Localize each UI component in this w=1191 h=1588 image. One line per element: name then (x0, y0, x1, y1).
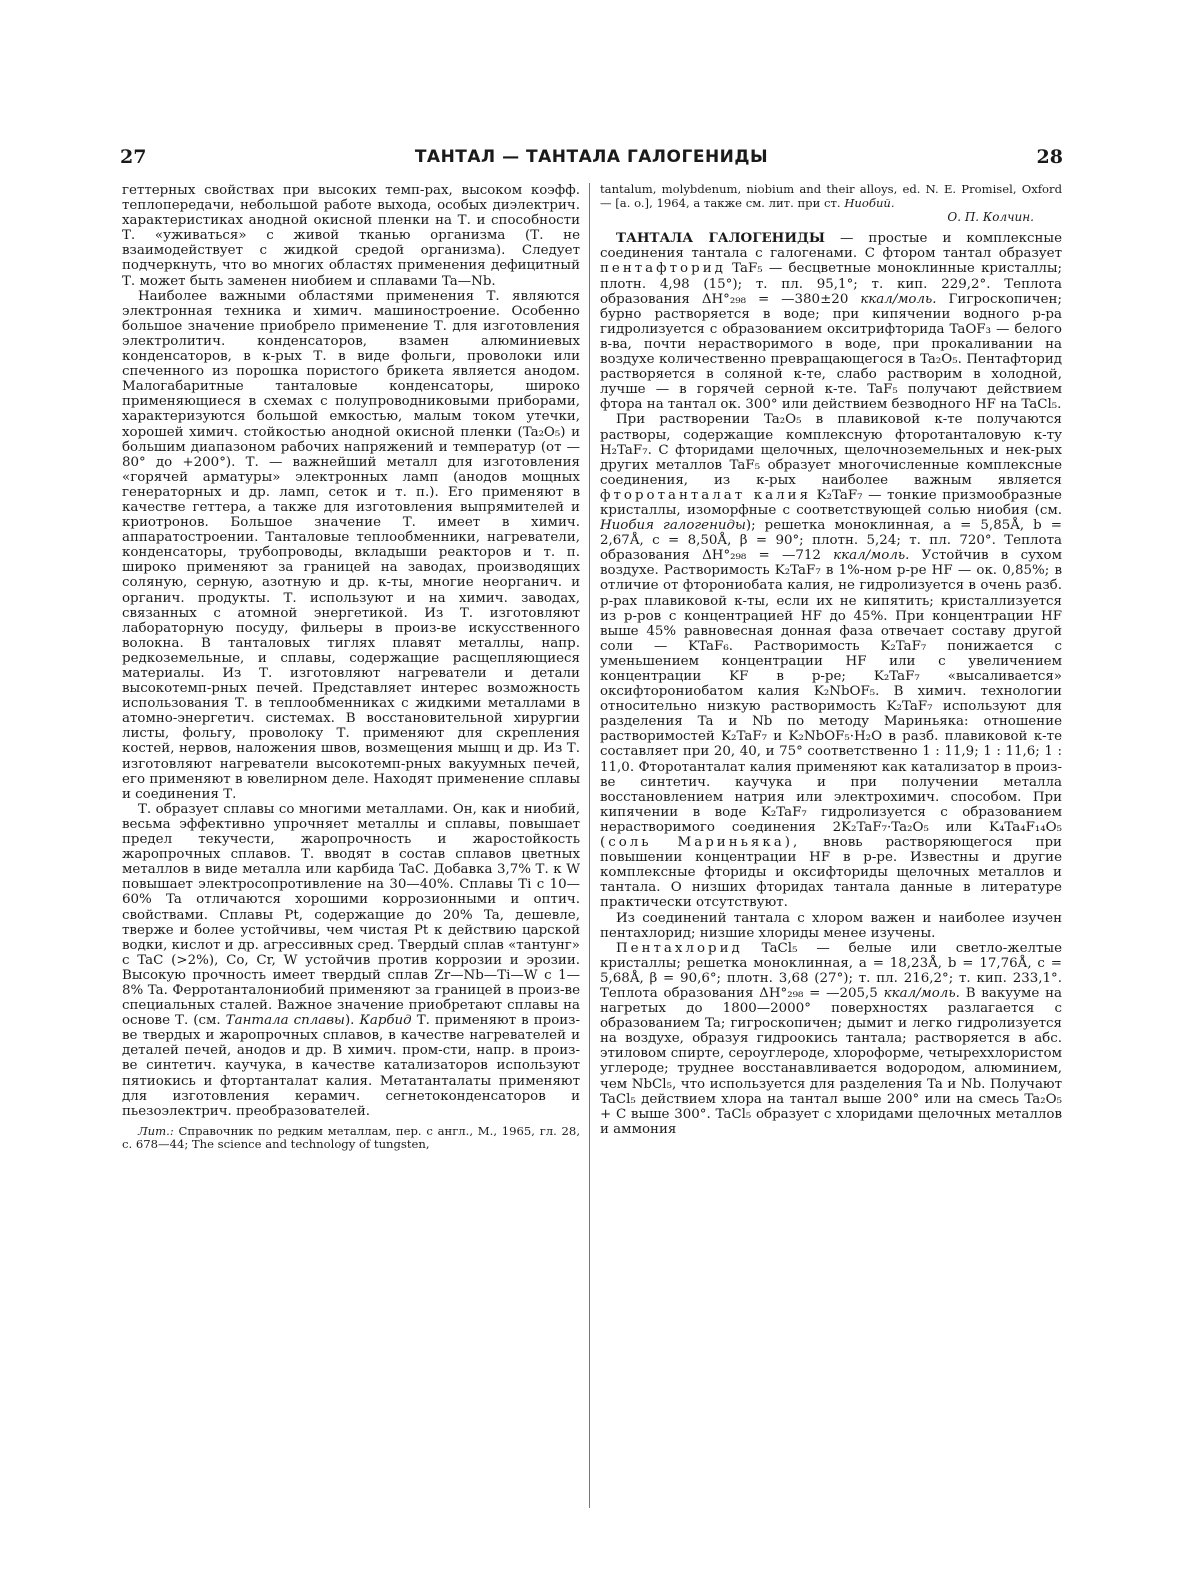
entry-title: ТАНТАЛА ГАЛОГЕНИДЫ (616, 230, 825, 247)
paragraph (600, 941, 1062, 1137)
text-run: Устойчив в сухом воздухе. Растворимость K₂TaF₇ в 1%-ном р-ре HF — ок. 0,85%; в отличие от фторониобата калия, не гидролизуется в очень разб. р-рах плавиковой к-ты, если их не кипятить; кристаллизуется из р-ров с концентрацией HF до 45%. При концентрации HF выше 45% равновесная донная фаза отвечает составу другой соли — KTaF₆. Растворимость K₂TaF₇ понижается с уменьшением концентрации HF или с увеличением концентрации KF в р-ре; K₂TaF₇ «высаливается» оксифторониобатом калия K₂NbOF₅. В химич. технологии относительно низкую растворимость K₂TaF₇ используют для разделения Ta и Nb по методу Мариньяка: отношение растворимостей K₂TaF₇ и K₂NbOF₅·H₂O в разб. плавиковой к-те составляет при 20, 40, и 75° соответственно 1 : 11,9; 1 : 11,6; 1 : 11,0. Фторотанталат калия применяют как катализатор в произ-ве синтетич. каучука и при получении металла восстановлением натрия или электрохимич. способом. При кипячении в воде K₂TaF₇ гидролизуется с образованием нерастворимого соединения 2K₂TaF₇·Ta₂O₅ или K₄Ta₄F₁₄O₅ (600, 548, 1062, 835)
text-run: K₂TaF₇ — тонкие призмообразные кристаллы, изоморфные с соответствующей солью ниобия (см. (600, 487, 1062, 518)
author-signature: О. П. Колчин. (947, 210, 1034, 225)
text-run: ). (344, 1013, 355, 1029)
unit: ккал/моль. (883, 985, 960, 1001)
text-run: TaF₅ — бесцветные моноклинные кристаллы; плотн. 4,98 (15°); т. пл. 95,1°; т. кип. 229,2°. Теплота образования ΔH°₂₉₈ = —380±20 (600, 261, 1062, 307)
unit: ккал/моль. (833, 548, 910, 564)
page-number-right: 28 (1036, 146, 1063, 168)
right-column (600, 183, 1062, 1523)
cross-reference: Ниобия галогениды (600, 518, 746, 534)
paragraph: геттерных свойствах при высоких темп-рах, высоком коэфф. теплопередачи, небольшой работе выхода, особых диэлектрич. характеристиках анодной окисной пленки на Т. и способности Т. «уживаться» с живой тканью организма (Т. не взаимодействует с жидкой средой организма). Следует подчеркнуть, что во многих областях применения дефицитный Т. может быть заменен ниобием и сплавами Ta—Nb. (122, 183, 580, 289)
text-run: В вакууме на нагретых до 1800—2000° поверхностях разлагается с образованием Ta; гигроскопичен; дымит и легко гидролизуется на воздухе, образуя гидроокись тантала; растворяется в абс. этиловом спирте, сероуглероде, хлороформе, четыреххлористом углероде; труднее восстанавливается водородом, алюминием, чем NbCl₅, что используется для разделения Ta и Nb. Получают TaCl₅ действием хлора на тантал выше 200° или на смесь Ta₂O₅ + C выше 300°. TaCl₅ образует с хлоридами щелочных металлов и аммония (600, 985, 1062, 1137)
text-run: Гигроскопичен; бурно растворяется в воде; при кипячении водного р-ра гидролизуется с образованием окситрифторида TaOF₃ — белого в-ва, почти нерастворимого в воде, при прокаливании на воздухе количественно превращающегося в Ta₂O₅. Пентафторид растворяется в соляной к-те, слабо растворим в холодной, лучше — в горячей серной к-те. TaF₅ получают действием фтора на тантал ок. 300° или действием безводного HF на TaCl₅. (600, 291, 1062, 413)
paragraph (600, 412, 1062, 910)
text-run: ); решетка моноклинная, a = 5,85Å, b = 2,67Å, c = 8,50Å, β = 90°; плотн. 5,24; т. пл. 720°. Теплота образования ΔH°₂₉₈ = —712 (600, 518, 1062, 564)
cross-reference: Тантала сплавы (225, 1013, 345, 1029)
literature-continuation (600, 183, 1062, 210)
paragraph: Из соединений тантала с хлором важен и наиболее изучен пентахлорид; низшие хлориды менее изучены. (600, 910, 1062, 941)
spaced-term: фторотанталат калия (600, 487, 812, 503)
column-divider (589, 183, 590, 1508)
running-title: ТАНТАЛ — ТАНТАЛА ГАЛОГЕНИДЫ (414, 147, 769, 167)
paragraph: Наиболее важными областями применения Т. являются электронная техника и химич. машиностроение. Особенно большое значение приобрело применение Т. для изготовления электролитич. конденсаторов, взамен алюминиевых конденсаторов, в к-рых Т. в виде фольги, проволоки или спеченного из порошка пористого брикета является анодом. Малогабаритные танталовые конденсаторы, широко применяющиеся в схемах с полупроводниковыми приборами, характеризуются большой емкостью, малым током утечки, хорошей химич. стойкостью анодной окисной пленки (Ta₂O₅) и большим диапазоном рабочих напряжений и температур (от —80° до +200°). Т. — важнейший металл для изготовления «горячей арматуры» электронных ламп (анодов мощных генераторных и др. ламп, сеток и т. п.). Его применяют в качестве геттера, а также для изготовления выпрямителей и криотронов. Большое значение Т. имеет в химич. аппаратостроении. Танталовые теплообменники, нагреватели, конденсаторы, трубопроводы, вкладыши реакторов и т. п. широко применяют за границей на заводах, производящих соляную, серную, азотную и др. к-ты, многие неорганич. и органич. продукты. Т. используют и на химич. заводах, связанных с атомной энергетикой. Из Т. изготовляют лабораторную посуду, фильеры в произ-ве искусственного волокна. В танталовых тиглях плавят металлы, напр. редкоземельные, и сплавы, содержащие расщепляющиеся материалы. Из Т. изготовляют нагреватели и детали высокотемп-рных печей. Представляет интерес возможность использования Т. в теплообменниках с жидкими металлами в атомно-энергетич. системах. В восстановительной хирургии листы, фольгу, проволоку Т. применяют для скрепления костей, нервов, наложения швов, возмещения мышц и др. Из Т. изготовляют нагреватели высокотемп-рных вакуумных печей, его применяют в ювелирном деле. Находят применение сплавы и соединения Т. (122, 288, 580, 802)
text-run: Т. применяют в произ-ве твердых и жаропрочных сплавов, в качестве нагревателей и деталей печей, анодов и др. В химич. пром-сти, напр. в произ-ве синтетич. каучука, в качестве катализаторов используют пятиокись и фтортанталат калия. Метатанталаты применяют для изготовления керамич. сегнетоконденсаторов и пьезоэлектрич. преобразователей. (122, 1013, 580, 1119)
lit-text: tantalum, molybdenum, niobium and their alloys, ed. N. E. Promisel, Oxford — [a. o.], 1964, а также см. лит. при ст. (600, 183, 1062, 210)
spaced-term: Пентахлорид (616, 940, 743, 956)
lit-text: Справочник по редким металлам, пер. с англ., М., 1965, гл. 28, с. 678—44; The science and technology of tungsten, (122, 1123, 580, 1152)
page-header (120, 146, 1063, 174)
text-run: При растворении Ta₂O₅ в плавиковой к-те получаются растворы, содержащие комплексную фторотанталовую к-ту H₂TaF₇. С фторидами щелочных, щелочноземельных и нек-рых других металлов TaF₅ образует многочисленные комплексные соединения, из к-рых наиболее важным является (600, 412, 1062, 488)
cross-reference: Ниобий. (844, 195, 895, 210)
lit-label: Лит.: (138, 1123, 174, 1138)
text-run: Т. образует сплавы со многими металлами. Он, как и ниобий, весьма эффективно упрочняет металлы и сплавы, повышает предел текучести, жаропрочность и жаростойкость жаропрочных сплавов. Т. вводят в состав сплавов цветных металлов в виде металла или карбида TaC. Добавка 3,7% Т. к W повышает электросопротивление на 30—40%. Сплавы Ti с 10—60% Ta отличаются хорошими коррозионными и оптич. свойствами. Сплавы Pt, содержащие до 20% Ta, дешевле, тверже и более устойчивы, чем чистая Pt к действию царской водки, кислот и др. агрессивных сред. Твердый сплав «тантунг» с TaC (>2%), Co, Cr, W устойчив против коррозии и эрозии. Высокую прочность имеет твердый сплав Zr—Nb—Ti—W с 1—8% Ta. Ферротанталониобий применяют за границей в произ-ве специальных сталей. Важное значение приобретают сплавы на основе Т. (см. (122, 801, 580, 1029)
term-emphasis: Карбид (359, 1013, 412, 1029)
literature-reference (122, 1125, 580, 1152)
paragraph (122, 802, 580, 1119)
text-run: TaCl₅ — белые или светло-желтые кристаллы; решетка моноклинная, a = 18,23Å, b = 17,76Å, c = 5,68Å, β = 90,6°; плотн. 3,68 (27°); т. пл. 216,2°; т. кип. 233,1°. Теплота образования ΔH°₂₉₈ = —205,5 (600, 940, 1062, 1001)
text-run: — простые и комплексные соединения тантала с галогенами. С фтором тантал образует (600, 231, 1062, 262)
spaced-term: (соль Мариньяка), (600, 835, 801, 851)
text-run: вновь растворяющегося при повышении концентрации HF в р-ре. Известны и другие комплексные фториды и оксифториды щелочных металлов и тантала. О низших фторидах тантала данные в литературе практически отсутствуют. (600, 835, 1062, 911)
left-column (122, 183, 580, 1523)
page-number-left: 27 (120, 146, 147, 168)
spaced-term: пентафторид (600, 261, 726, 277)
unit: ккал/моль. (860, 291, 937, 307)
paragraph (600, 231, 1062, 412)
